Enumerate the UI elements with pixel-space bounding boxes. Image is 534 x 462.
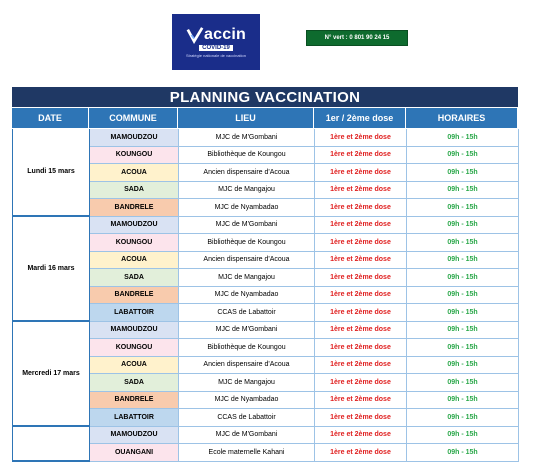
dose-cell: 1ère et 2ème dose [315,287,407,305]
dose-cell: 1ère et 2ème dose [315,444,407,462]
commune-cell: SADA [90,269,179,287]
green-number-badge: N° vert : 0 801 90 24 15 [306,30,408,46]
lieu-cell: MJC de M'Gombani [179,427,315,445]
commune-cell: KOUNGOU [90,339,179,357]
lieu-cell: MJC de M'Gombani [179,322,315,340]
dose-cell: 1ère et 2ème dose [315,129,407,147]
commune-cell: OUANGANI [90,444,179,462]
hours-cell: 09h - 15h [407,129,519,147]
dose-cell: 1ère et 2ème dose [315,427,407,445]
dose-cell: 1ère et 2ème dose [315,252,407,270]
hours-cell: 09h - 15h [407,374,519,392]
commune-cell: MAMOUDZOU [90,129,179,147]
logo-row [186,26,246,44]
hours-cell: 09h - 15h [407,234,519,252]
date-cell: Lundi 15 mars [13,129,90,217]
dose-cell: 1ère et 2ème dose [315,392,407,410]
dose-cell: 1ère et 2ème dose [315,164,407,182]
commune-cell: MAMOUDZOU [90,322,179,340]
lieu-cell: MJC de Nyambadao [179,392,315,410]
header-horaires: HORAIRES [406,108,518,128]
logo-subtitle: Stratégie nationale de vaccination [185,53,247,58]
hours-cell: 09h - 15h [407,392,519,410]
hours-cell: 09h - 15h [407,322,519,340]
commune-cell: KOUNGOU [90,147,179,165]
hours-cell: 09h - 15h [407,409,519,427]
lieu-cell: MJC de M'Gombani [179,129,315,147]
lieu-cell: MJC de Nyambadao [179,199,315,217]
lieu-cell: MJC de Nyambadao [179,287,315,305]
dose-cell: 1ère et 2ème dose [315,322,407,340]
hours-cell: 09h - 15h [407,269,519,287]
commune-cell: BANDRELE [90,287,179,305]
lieu-cell: MJC de Mangajou [179,182,315,200]
commune-cell: BANDRELE [90,199,179,217]
hours-cell: 09h - 15h [407,164,519,182]
dose-cell: 1ère et 2ème dose [315,339,407,357]
lieu-cell: CCAS de Labattoir [179,304,315,322]
commune-cell: SADA [90,182,179,200]
dose-cell: 1ère et 2ème dose [315,374,407,392]
lieu-cell: MJC de Mangajou [179,374,315,392]
dose-cell: 1ère et 2ème dose [315,147,407,165]
checkmark-v-icon [186,26,204,44]
logo-badge: COVID-19 [199,45,233,51]
hours-cell: 09h - 15h [407,252,519,270]
hours-cell: 09h - 15h [407,304,519,322]
hours-cell: 09h - 15h [407,427,519,445]
table-header [12,108,518,128]
hours-cell: 09h - 15h [407,217,519,235]
commune-cell: SADA [90,374,179,392]
dose-cell: 1ère et 2ème dose [315,234,407,252]
commune-cell: ACOUA [90,357,179,375]
dose-cell: 1ère et 2ème dose [315,304,407,322]
lieu-cell: Ancien dispensaire d'Acoua [179,164,315,182]
lieu-cell: Ancien dispensaire d'Acoua [179,252,315,270]
hours-cell: 09h - 15h [407,182,519,200]
commune-cell: LABATTOIR [90,304,179,322]
lieu-cell: CCAS de Labattoir [179,409,315,427]
lieu-cell: MJC de M'Gombani [179,217,315,235]
hours-cell: 09h - 15h [407,199,519,217]
date-cell: Mercredi 17 mars [13,322,90,427]
header-date: DATE [12,108,89,128]
lieu-cell: Bibliothèque de Koungou [179,234,315,252]
lieu-cell: MJC de Mangajou [179,269,315,287]
logo-text: accin [204,26,246,43]
date-cell: Mardi 16 mars [13,217,90,322]
dose-cell: 1ère et 2ème dose [315,409,407,427]
dose-cell: 1ère et 2ème dose [315,182,407,200]
vaccin-logo [172,14,260,70]
hours-cell: 09h - 15h [407,287,519,305]
dose-cell: 1ère et 2ème dose [315,199,407,217]
commune-cell: BANDRELE [90,392,179,410]
commune-cell: MAMOUDZOU [90,217,179,235]
dose-cell: 1ère et 2ème dose [315,357,407,375]
lieu-cell: Bibliothèque de Koungou [179,339,315,357]
header-commune: COMMUNE [89,108,178,128]
header-dose: 1er / 2ème dose [314,108,406,128]
dose-cell: 1ère et 2ème dose [315,217,407,235]
hours-cell: 09h - 15h [407,339,519,357]
lieu-cell: Bibliothèque de Koungou [179,147,315,165]
hours-cell: 09h - 15h [407,147,519,165]
lieu-cell: Ancien dispensaire d'Acoua [179,357,315,375]
commune-cell: LABATTOIR [90,409,179,427]
hours-cell: 09h - 15h [407,357,519,375]
header-lieu: LIEU [178,108,314,128]
page-title: PLANNING VACCINATION [12,87,518,107]
commune-cell: ACOUA [90,252,179,270]
commune-cell: ACOUA [90,164,179,182]
dose-cell: 1ère et 2ème dose [315,269,407,287]
date-cell [13,427,90,462]
lieu-cell: Ecole maternelle Kahani [179,444,315,462]
commune-cell: KOUNGOU [90,234,179,252]
schedule-table [12,129,519,462]
commune-cell: MAMOUDZOU [90,427,179,445]
hours-cell: 09h - 15h [407,444,519,462]
